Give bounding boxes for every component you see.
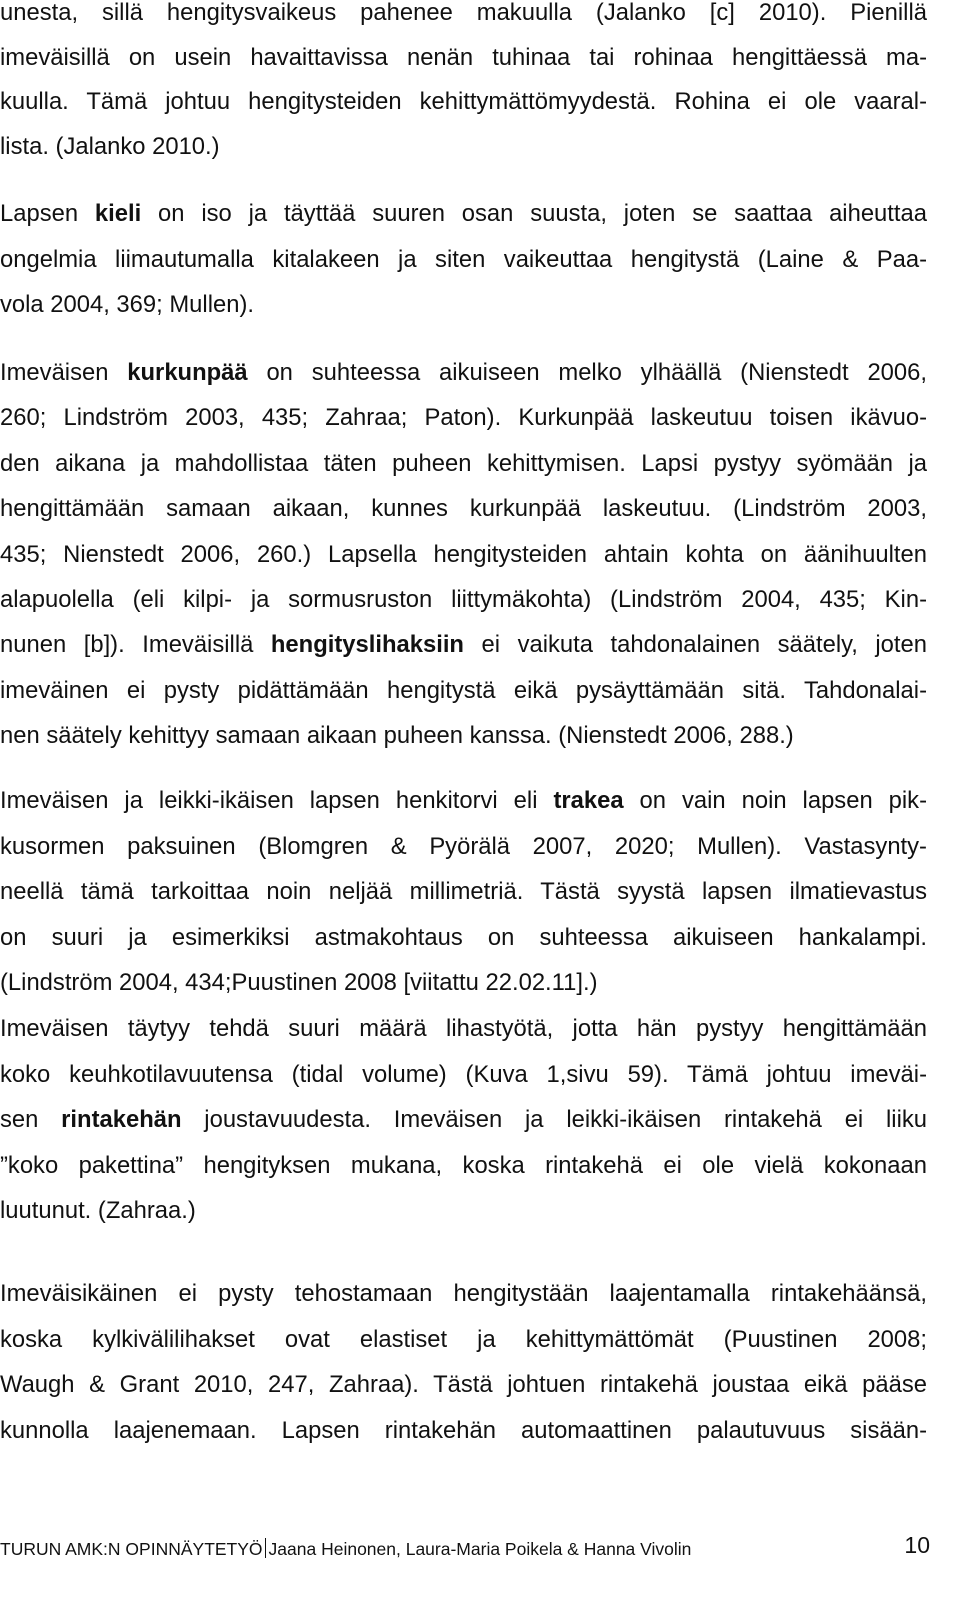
paragraph xyxy=(0,1271,927,1453)
text-segment: on vain noin lapsen pik- xyxy=(623,787,927,814)
text-segment: hengittämään samaan aikaan, kunnes kurkunpää laskeutuu. (Lindström 2003, xyxy=(0,495,927,523)
text-line xyxy=(0,350,927,395)
text-line xyxy=(0,1271,927,1317)
text-segment: alapuolella (eli kilpi- ja sormusruston liittymäkohta) (Lindström 2004, 435; Kin- xyxy=(0,586,927,614)
text-segment: nunen [b]). Imeväisillä xyxy=(0,631,271,659)
page-footer xyxy=(0,1532,934,1562)
text-segment: Waugh & Grant 2010, 247, Zahraa). Tästä johtuen rintakehä joustaa eikä pääse xyxy=(0,1371,927,1398)
text-line xyxy=(0,1188,927,1234)
text-segment: koska kylkivälilihakset ovat elastiset ja kehittymättömät (Puustinen 2008; xyxy=(0,1325,927,1353)
text-segment: neellä tämä tarkoittaa noin neljää millimetriä. Tästä syystä lapsen ilmatievastus xyxy=(0,878,927,905)
text-segment: Lapsen xyxy=(0,200,95,227)
text-segment: kusormen paksuinen (Blomgren & Pyörälä 2007, 2020; Mullen). Vastasynty- xyxy=(0,832,927,860)
text-line xyxy=(0,1317,927,1363)
paragraph xyxy=(0,1006,927,1234)
text-line xyxy=(0,395,927,440)
page-number: 10 xyxy=(904,1532,930,1558)
text-line xyxy=(0,1052,927,1098)
footer-separator xyxy=(265,1538,266,1558)
text-line xyxy=(0,1006,927,1052)
text-segment: unesta, sillä hengitysvaikeus pahenee makuulla (Jalanko [c] 2010). Pienillä xyxy=(0,0,927,26)
paragraph xyxy=(0,350,927,759)
text-segment: luutunut. (Zahraa.) xyxy=(0,1197,196,1224)
text-segment: sen xyxy=(0,1106,62,1133)
text-line xyxy=(0,486,927,531)
paragraph xyxy=(0,0,927,169)
footer-authors: Jaana Heinonen, Laura-Maria Poikela & Hanna Vivolin xyxy=(268,1539,692,1559)
text-segment: imeväinen ei pysty pidättämään hengitystä eikä pysäyttämään sitä. Tahdonalai- xyxy=(0,676,927,704)
text-line xyxy=(0,36,927,81)
text-segment: lista. (Jalanko 2010.) xyxy=(0,132,220,160)
text-line xyxy=(0,778,927,824)
text-segment: kunnolla laajenemaan. Lapsen rintakehän automaattinen palautuvuus sisään- xyxy=(0,1416,927,1444)
text-segment: imeväisillä on usein havaittavissa nenän tuhinaa tai rohinaa hengittäessä ma- xyxy=(0,43,927,71)
text-segment: den aikana ja mahdollistaa täten puheen kehittymisen. Lapsi pystyy syömään ja xyxy=(0,449,927,477)
text-line xyxy=(0,441,927,486)
paragraph xyxy=(0,778,927,1006)
text-line xyxy=(0,532,927,577)
text-segment: vola 2004, 369; Mullen). xyxy=(0,291,254,319)
text-segment: (Lindström 2004, 434;Puustinen 2008 [viitattu 22.02.11].) xyxy=(0,969,598,996)
text-line xyxy=(0,915,927,961)
text-line xyxy=(0,960,927,1006)
text-segment: joustavuudesta. Imeväisen ja leikki-ikäisen rintakehä ei liiku xyxy=(181,1106,927,1133)
text-segment: 435; Nienstedt 2006, 260.) Lapsella hengitysteiden ahtain kohta on äänihuulten xyxy=(0,540,927,568)
text-line xyxy=(0,622,927,667)
text-line xyxy=(0,0,927,36)
text-segment: on iso ja täyttää suuren osan suusta, joten se saattaa aiheuttaa xyxy=(141,200,927,227)
footer-institution: TURUN AMK:N OPINNÄYTETYÖ xyxy=(0,1539,263,1559)
bold-term: trakea xyxy=(553,787,624,814)
text-segment: on suhteessa aikuiseen melko ylhäällä (Nienstedt 2006, xyxy=(247,359,927,386)
text-line xyxy=(0,577,927,622)
text-line xyxy=(0,191,927,237)
text-segment: ei vaikuta tahdonalainen säätely, joten xyxy=(463,631,927,659)
text-line xyxy=(0,1408,927,1454)
text-line xyxy=(0,1362,927,1408)
bold-term: hengityslihaksiin xyxy=(270,631,464,659)
text-line xyxy=(0,824,927,870)
bold-term: rintakehän xyxy=(61,1106,182,1133)
text-line xyxy=(0,237,927,283)
text-segment: Imeväisen täytyy tehdä suuri määrä lihastyötä, jotta hän pystyy hengittämään xyxy=(0,1015,927,1042)
text-line xyxy=(0,282,927,328)
text-line xyxy=(0,713,927,758)
text-segment: Imeväisikäinen ei pysty tehostamaan hengitystään laajentamalla rintakehäänsä, xyxy=(0,1280,927,1307)
text-line xyxy=(0,1097,927,1143)
text-line xyxy=(0,668,927,713)
bold-term: kurkunpää xyxy=(127,359,248,386)
text-line xyxy=(0,80,927,125)
text-segment: ”koko pakettina” hengityksen mukana, koska rintakehä ei ole vielä kokonaan xyxy=(0,1151,927,1179)
paragraph xyxy=(0,191,927,328)
text-segment: 260; Lindström 2003, 435; Zahraa; Paton). Kurkunpää laskeutuu toisen ikävuo- xyxy=(0,404,927,432)
text-segment: nen säätely kehittyy samaan aikaan puheen kanssa. (Nienstedt 2006, 288.) xyxy=(0,722,794,750)
text-segment: on suuri ja esimerkiksi astmakohtaus on suhteessa aikuiseen hankalampi. xyxy=(0,923,927,951)
text-line xyxy=(0,869,927,915)
text-segment: kuulla. Tämä johtuu hengitysteiden kehittymättömyydestä. Rohina ei ole vaaral- xyxy=(0,88,927,115)
text-line xyxy=(0,1143,927,1189)
text-line xyxy=(0,125,927,170)
text-segment: Imeväisen ja leikki-ikäisen lapsen henkitorvi eli xyxy=(0,787,554,814)
text-segment: ongelmia liimautumalla kitalakeen ja siten vaikeuttaa hengitystä (Laine & Paa- xyxy=(0,245,927,273)
bold-term: kieli xyxy=(94,200,142,227)
text-segment: koko keuhkotilavuutensa (tidal volume) (Kuva 1,sivu 59). Tämä johtuu imeväi- xyxy=(0,1060,927,1088)
text-segment: Imeväisen xyxy=(0,359,128,386)
